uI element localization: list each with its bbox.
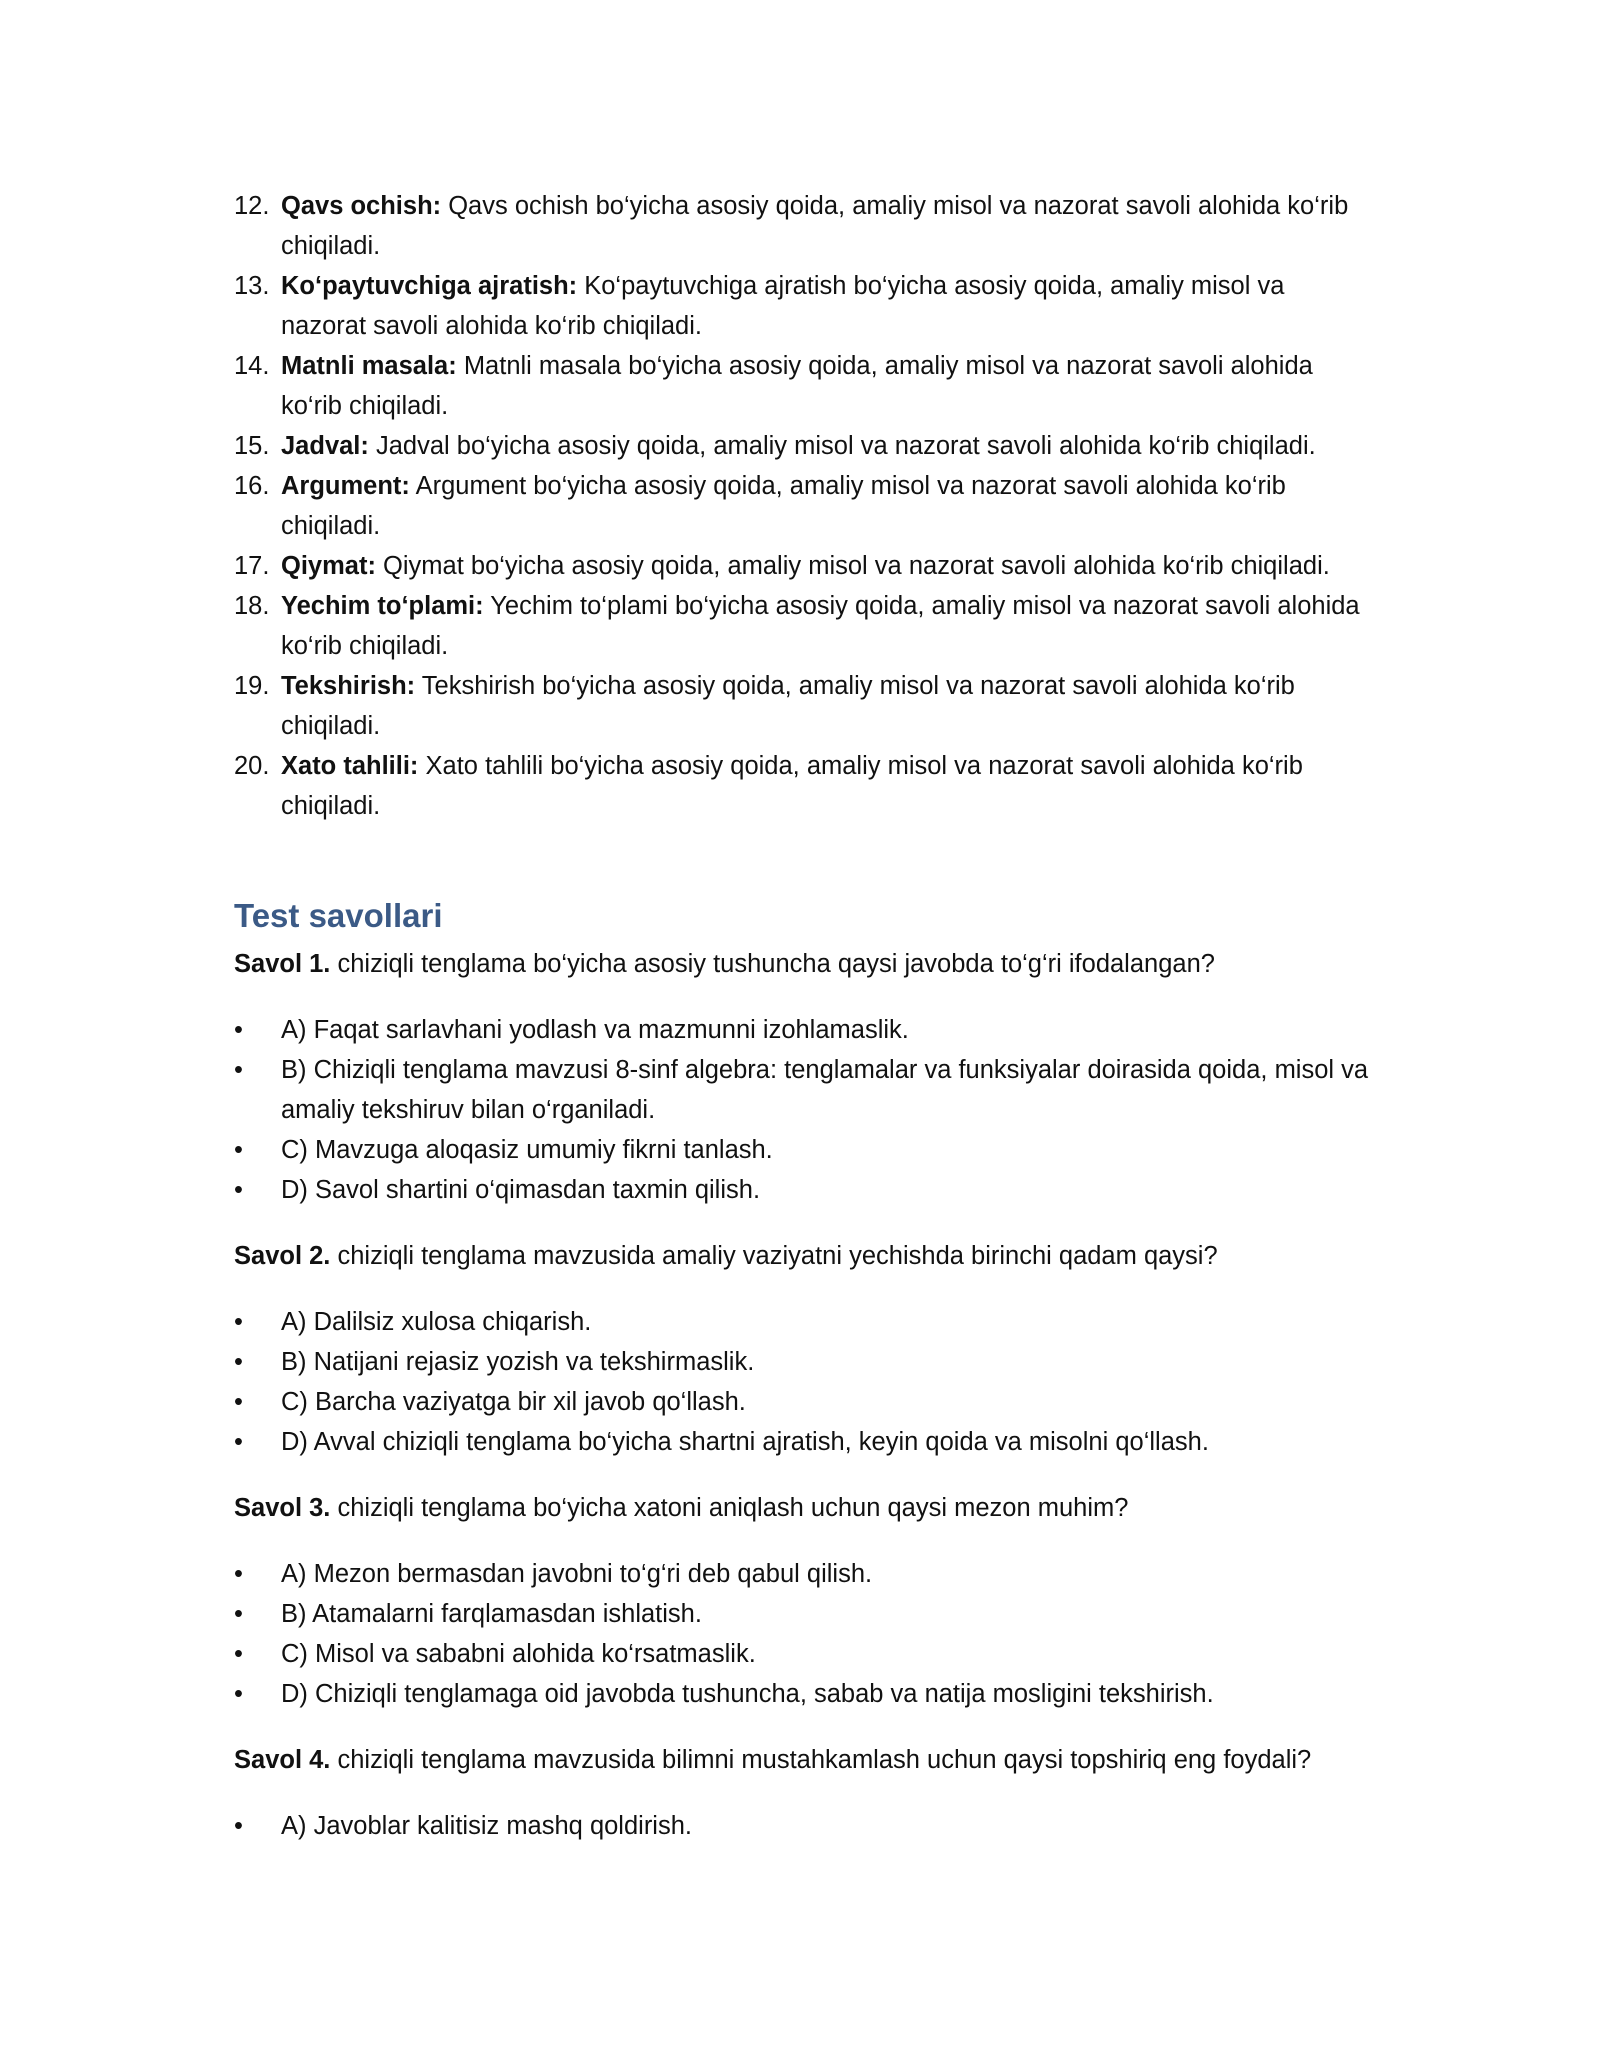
options-list-1 bbox=[234, 1010, 1374, 1210]
bullet-icon: • bbox=[234, 1640, 243, 1668]
item-number: 18. bbox=[234, 592, 270, 620]
list-item bbox=[234, 346, 1374, 426]
list-item bbox=[234, 746, 1374, 826]
option-item bbox=[234, 1170, 1374, 1210]
option-text: C) Misol va sababni alohida ko‘rsatmaslik. bbox=[281, 1640, 756, 1668]
option-text: D) Savol shartini o‘qimasdan taxmin qilish. bbox=[281, 1176, 761, 1204]
section-title: Test savollari bbox=[234, 897, 443, 934]
options-list-3 bbox=[234, 1554, 1374, 1714]
option-item bbox=[234, 1302, 1374, 1342]
option-text: D) Chiziqli tenglamaga oid javobda tushuncha, sabab va natija mosligini tekshirish. bbox=[281, 1680, 1214, 1708]
item-term: Tekshirish: bbox=[281, 672, 416, 700]
item-text: Qavs ochish bo‘yicha asosiy qoida, amaliy misol va nazorat savoli alohida ko‘rib chiqiladi. bbox=[281, 192, 1349, 260]
option-text: A) Mezon bermasdan javobni to‘g‘ri deb qabul qilish. bbox=[281, 1560, 873, 1588]
option-text: C) Mavzuga aloqasiz umumiy fikrni tanlash. bbox=[281, 1136, 773, 1164]
list-item bbox=[234, 666, 1374, 746]
document-page bbox=[234, 186, 1374, 1872]
item-text: Xato tahlili bo‘yicha asosiy qoida, amaliy misol va nazorat savoli alohida ko‘rib chiqiladi. bbox=[281, 752, 1303, 820]
option-text: B) Natijani rejasiz yozish va tekshirmaslik. bbox=[281, 1348, 755, 1376]
question-label: Savol 3. bbox=[234, 1494, 331, 1522]
list-item bbox=[234, 426, 1374, 466]
item-term: Ko‘paytuvchiga ajratish: bbox=[281, 272, 578, 300]
option-item bbox=[234, 1594, 1374, 1634]
item-text: Yechim to‘plami bo‘yicha asosiy qoida, amaliy misol va nazorat savoli alohida ko‘rib chiqiladi. bbox=[281, 592, 1360, 660]
item-term: Yechim to‘plami: bbox=[281, 592, 484, 620]
item-number: 16. bbox=[234, 472, 270, 500]
bullet-icon: • bbox=[234, 1388, 243, 1416]
list-item bbox=[234, 546, 1374, 586]
item-number: 20. bbox=[234, 752, 270, 780]
bullet-icon: • bbox=[234, 1348, 243, 1376]
item-text: Argument bo‘yicha asosiy qoida, amaliy misol va nazorat savoli alohida ko‘rib chiqiladi. bbox=[281, 472, 1286, 540]
numbered-list bbox=[234, 186, 1374, 826]
option-item bbox=[234, 1422, 1374, 1462]
question-1 bbox=[234, 944, 1374, 984]
bullet-icon: • bbox=[234, 1680, 243, 1708]
list-item bbox=[234, 266, 1374, 346]
bullet-icon: • bbox=[234, 1600, 243, 1628]
option-item bbox=[234, 1634, 1374, 1674]
option-text: A) Faqat sarlavhani yodlash va mazmunni izohlamaslik. bbox=[281, 1016, 909, 1044]
question-label: Savol 4. bbox=[234, 1746, 331, 1774]
options-list-2 bbox=[234, 1302, 1374, 1462]
list-item bbox=[234, 586, 1374, 666]
option-text: B) Chiziqli tenglama mavzusi 8-sinf algebra: tenglamalar va funksiyalar doirasida qoida, misol va amaliy tekshiruv bilan o‘rganiladi. bbox=[281, 1056, 1369, 1124]
item-text: Matnli masala bo‘yicha asosiy qoida, amaliy misol va nazorat savoli alohida ko‘rib chiqiladi. bbox=[281, 352, 1313, 420]
item-term: Matnli masala: bbox=[281, 352, 457, 380]
item-number: 15. bbox=[234, 432, 270, 460]
option-item bbox=[234, 1674, 1374, 1714]
option-item bbox=[234, 1382, 1374, 1422]
item-term: Qiymat: bbox=[281, 552, 376, 580]
option-text: A) Dalilsiz xulosa chiqarish. bbox=[281, 1308, 592, 1336]
item-text: Jadval bo‘yicha asosiy qoida, amaliy misol va nazorat savoli alohida ko‘rib chiqiladi. bbox=[368, 432, 1316, 460]
item-number: 13. bbox=[234, 272, 270, 300]
question-text: chiziqli tenglama bo‘yicha xatoni aniqlash uchun qaysi mezon muhim? bbox=[330, 1494, 1129, 1522]
option-item bbox=[234, 1130, 1374, 1170]
option-item bbox=[234, 1050, 1374, 1130]
item-term: Xato tahlili: bbox=[281, 752, 419, 780]
question-text: chiziqli tenglama mavzusida amaliy vaziyatni yechishda birinchi qadam qaysi? bbox=[330, 1242, 1218, 1270]
item-term: Qavs ochish: bbox=[281, 192, 442, 220]
options-list-4 bbox=[234, 1806, 1374, 1846]
option-item bbox=[234, 1554, 1374, 1594]
question-text: chiziqli tenglama mavzusida bilimni mustahkamlash uchun qaysi topshiriq eng foydali? bbox=[330, 1746, 1312, 1774]
question-2 bbox=[234, 1236, 1374, 1276]
bullet-icon: • bbox=[234, 1308, 243, 1336]
bullet-icon: • bbox=[234, 1560, 243, 1588]
item-term: Jadval: bbox=[281, 432, 369, 460]
option-item bbox=[234, 1010, 1374, 1050]
bullet-icon: • bbox=[234, 1016, 243, 1044]
bullet-icon: • bbox=[234, 1812, 243, 1840]
item-text: Ko‘paytuvchiga ajratish bo‘yicha asosiy qoida, amaliy misol va nazorat savoli alohida ko‘rib chiqiladi. bbox=[281, 272, 1285, 340]
question-text: chiziqli tenglama bo‘yicha asosiy tushuncha qaysi javobda to‘g‘ri ifodalangan? bbox=[330, 950, 1215, 978]
item-number: 12. bbox=[234, 192, 270, 220]
question-label: Savol 2. bbox=[234, 1242, 331, 1270]
item-number: 19. bbox=[234, 672, 270, 700]
bullet-icon: • bbox=[234, 1056, 243, 1084]
option-text: A) Javoblar kalitisiz mashq qoldirish. bbox=[281, 1812, 692, 1840]
option-text: D) Avval chiziqli tenglama bo‘yicha shartni ajratish, keyin qoida va misolni qo‘llash. bbox=[281, 1428, 1209, 1456]
bullet-icon: • bbox=[234, 1136, 243, 1164]
item-number: 17. bbox=[234, 552, 270, 580]
bullet-icon: • bbox=[234, 1428, 243, 1456]
question-label: Savol 1. bbox=[234, 950, 331, 978]
option-item bbox=[234, 1806, 1374, 1846]
option-text: B) Atamalarni farqlamasdan ishlatish. bbox=[281, 1600, 702, 1628]
option-text: C) Barcha vaziyatga bir xil javob qo‘llash. bbox=[281, 1388, 746, 1416]
item-text: Qiymat bo‘yicha asosiy qoida, amaliy misol va nazorat savoli alohida ko‘rib chiqiladi. bbox=[375, 552, 1330, 580]
list-item bbox=[234, 186, 1374, 266]
option-item bbox=[234, 1342, 1374, 1382]
item-term: Argument: bbox=[281, 472, 410, 500]
question-4 bbox=[234, 1740, 1374, 1780]
list-item bbox=[234, 466, 1374, 546]
question-3 bbox=[234, 1488, 1374, 1528]
item-number: 14. bbox=[234, 352, 270, 380]
item-text: Tekshirish bo‘yicha asosiy qoida, amaliy misol va nazorat savoli alohida ko‘rib chiqiladi. bbox=[281, 672, 1295, 740]
bullet-icon: • bbox=[234, 1176, 243, 1204]
